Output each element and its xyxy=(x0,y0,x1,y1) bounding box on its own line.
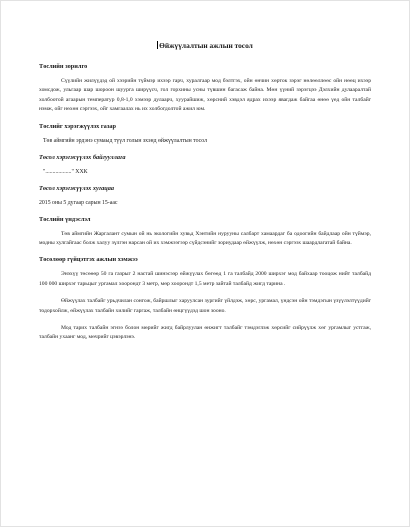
section-paragraph-goal: Сүүлийн жилүүдэд ой хээрийн түймэр ихээр гарч, хуралгаар мод бэлтгэх, ойн өнчин хөрток зэрэг нөлөөллөөс ойн нөөц ихээр хомсдож, ульгаар шар шороон шуурга ширүүсч, гол горхины усны түвшин багасаж байна. Мөн үүний зэрэгцээ Дэлхийн дулааралтай холбоотой агаарын температур 0,8-1,0 хэмээр дулаарч, хуурайшиж, хөрсний хэвдэл ядрах ихээр явагдаж байгаа өнөө үед ойн талбайг нэмж, ойг нөхөн сэргээх, ойг хамгаалах нь их холбогдолтой ажил юм. xyxy=(39,78,371,113)
section-paragraph-scope-3: Мод тарих талбайн эгнээ болон мөрийг жигд байрлуулан өнжигт талбайг тэмдэглэж хөрсийг сийрүүлж хөг ургамлыг устгаж, талбайн ухаанг мод, мөчрийг цэвэрлэнэ. xyxy=(39,325,371,341)
section-text-duration: 2015 оны 5 дугаар сарын 15-аас xyxy=(39,199,118,206)
document-body xyxy=(39,41,371,351)
document-title[interactable] xyxy=(39,41,371,50)
section-text-organization: ".................." ХХК xyxy=(43,168,88,175)
section-heading-rationale: Төслийн үндэслэл xyxy=(39,215,91,223)
section-paragraph-scope-1: Энэхүү төсөөөр 50 га газрыг 2 настай шинэсээр өйжүүлах бөгөөд 1 га талбайд 2000 ширхэг мод байхаар тооцож нийт талбайд 100 000 ширхэг тарьцыг ургамал хоорондт 3 метр, мөр хоорондт 1,5 метр зайтай талбайд жигд тарина . xyxy=(39,271,371,287)
section-paragraph-rationale: Төв аймгийн Жаргалант сумын ой нь экологийн хувьд Хэнтийн нурууны салбарт хамаардаг ба одоогийн байдлаар ойн түймэр, модны хулгайгаас болж халуу зүлгэн нарсан ой их хэмжээгээр сүйдсэнийг зориудаар өйжүүлж, нөхөн сэргээх шаардлагатай байна. xyxy=(39,230,371,247)
section-paragraph-scope-2: Өйжүүлах талбайг урьдчилан сонгож, байршлыг харуулсан зургийг үйлдэж, хөрс, ургамал, үндсэн ойн тэмдэгын үзүүлэлтүүдийг тодорхойлж, өйжүүлах талбайн хилийг гаргаж, талбайн өнцгүүдэд шон зооно. xyxy=(39,298,371,314)
section-heading-goal: Төслийн зорилго xyxy=(39,63,88,70)
section-heading-duration: Төсол хэрэгжүүлэх хугацаа xyxy=(39,184,115,192)
section-heading-scope: Төсөлөөр гүйцэтгэх ажлын хэмжээ xyxy=(39,256,138,264)
section-text-location: Төв аймгийн эрдэнэ сумаыд түүл голын эхэнд өйжүүлалтын тосол xyxy=(43,137,207,144)
document-title-text: Өйжүүлалтын ажлын тосол xyxy=(159,41,253,50)
section-heading-location: Төслийг хэрэгжүүлэх газар xyxy=(39,122,117,130)
section-heading-organization: Төсол хэрэгжүүлэх байгууллага xyxy=(39,153,126,161)
